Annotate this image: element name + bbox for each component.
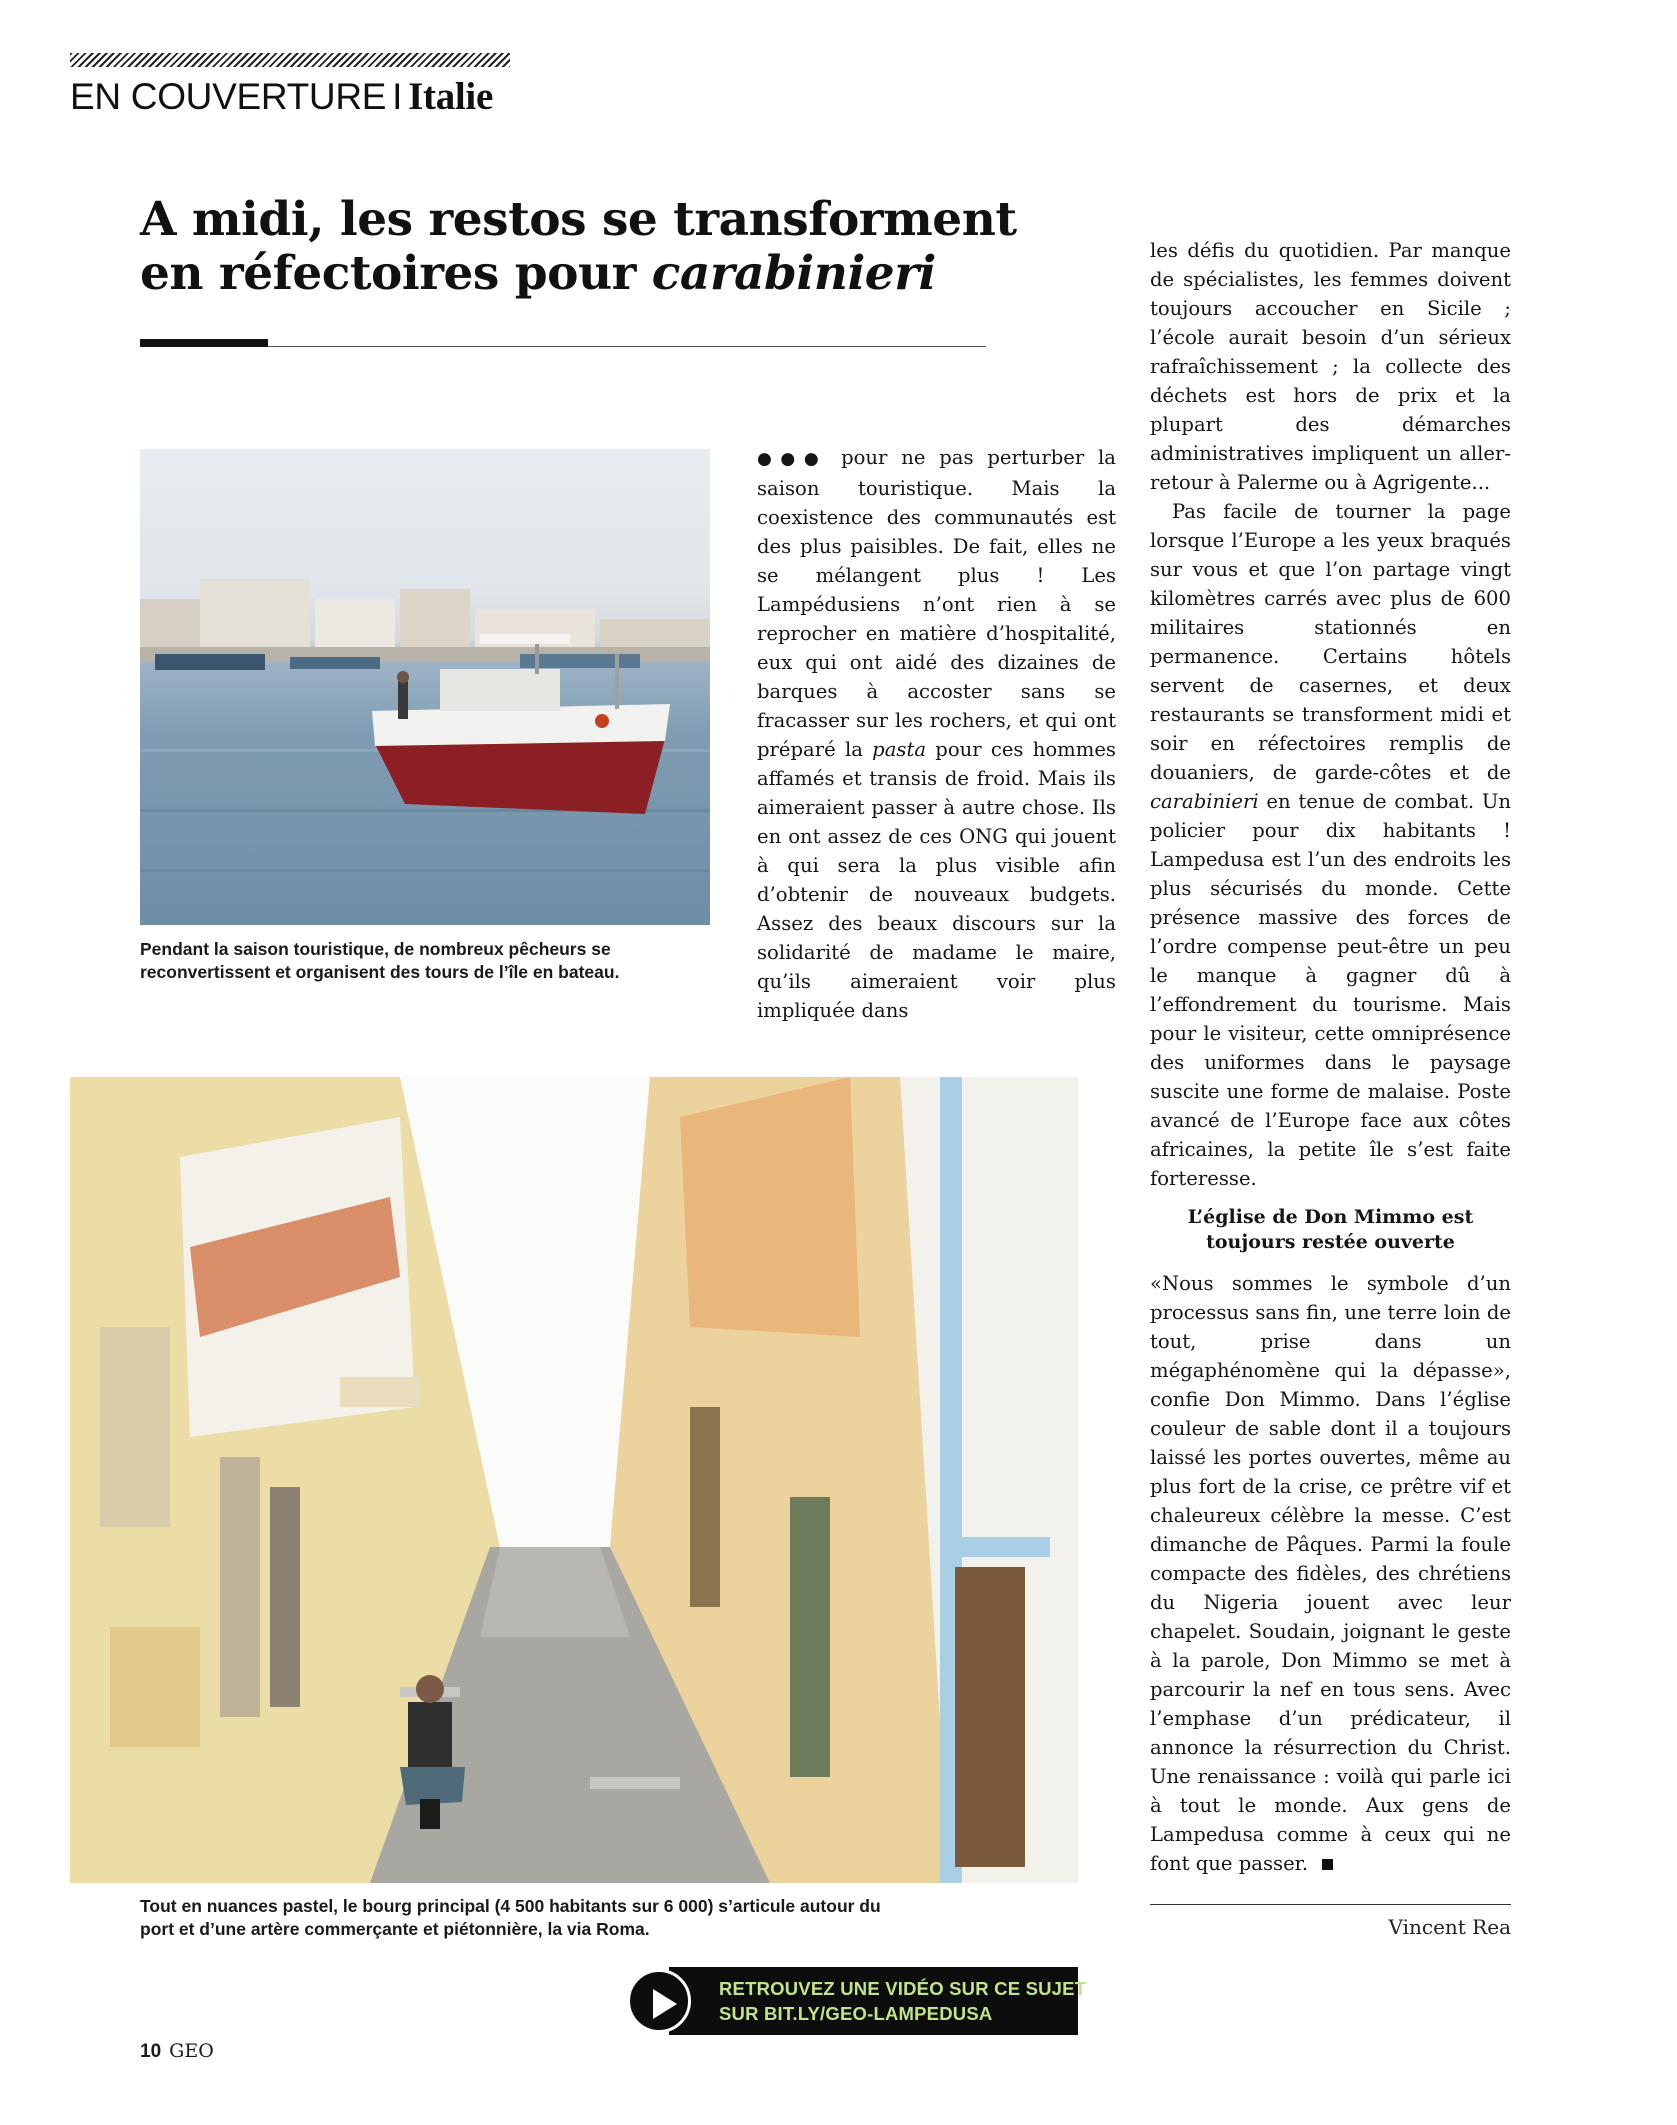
- harbor-illustration: [140, 449, 710, 925]
- photo-street-scooter: [70, 1077, 1078, 1883]
- page-folio: [140, 2040, 214, 2063]
- video-banner-link[interactable]: SUR BIT.LY/GEO-LAMPEDUSA: [719, 2003, 993, 2024]
- section-topic: Italie: [408, 75, 493, 118]
- headline-line-2-italic: carabinieri: [651, 246, 936, 301]
- continuation-dots: ●●●: [757, 449, 828, 469]
- author-rule: [1150, 1904, 1511, 1905]
- headline: [140, 193, 1020, 301]
- street-illustration: [70, 1077, 1078, 1883]
- paragraph-2-text-a: Pas facile de tourner la page lorsque l’Europe a les yeux braqués sur vous et que l’on partage vingt kilomètres carrés avec plus de 600 militaires stationnés en permanence. Certains hôtels servent de casernes, et deux restaurants se transforment midi et soir en réfectoires remplis de douaniers, de garde-côtes et de: [1150, 500, 1511, 784]
- photo-harbor-boat: [140, 449, 710, 925]
- play-triangle-icon: [653, 1989, 677, 2019]
- play-icon[interactable]: [627, 1969, 691, 2033]
- headline-line-2: [140, 247, 1020, 301]
- paragraph-continuation: [757, 443, 1116, 1025]
- paragraph-3: [1150, 1269, 1511, 1878]
- mid-text-a: pour ne pas perturber la saison touristique. Mais la coexistence des communautés est des plus paisibles. De fait, elles ne se mélangent plus ! Les Lampédusiens n’ont rien à se reprocher en matière d’hospitalité, eux qui ont aidé des dizaines de barques à accoster sans se fracasser sur les rochers, et qui ont préparé la: [757, 446, 1116, 761]
- photo-1-caption: Pendant la saison touristique, de nombreux pêcheurs se reconvertissent et organisent des tours de l’île en bateau.: [140, 939, 620, 982]
- video-banner[interactable]: [627, 1967, 1087, 2035]
- photo-2-caption: Tout en nuances pastel, le bourg principal (4 500 habitants sur 6 000) s’articule autour du port et d’une artère commerçante et piétonnière, la via Roma.: [140, 1896, 881, 1939]
- headline-line-2-prefix: en réfectoires pour: [140, 246, 652, 301]
- headline-rule-thin: [268, 346, 986, 347]
- section-label: EN COUVERTURE: [70, 76, 387, 117]
- section-separator: I: [392, 76, 403, 117]
- article-column-right: [1150, 236, 1511, 1878]
- subheading: L’église de Don Mimmo est toujours restée ouverte: [1187, 1206, 1474, 1253]
- page-number: 10: [140, 2041, 162, 2062]
- mid-text-b: pour ces hommes affamés et transis de froid. Mais ils aimeraient passer à autre chose. Ils en ont assez de ces ONG qui jouent à qui sera la plus visible afin d’obtenir de nouveaux budgets. Assez des beaux discours sur la solidarité de madame le maire, qu’ils aimeraient voir plus impliquée dans: [757, 738, 1116, 1022]
- paragraph-2-text-b: en tenue de combat. Un policier pour dix habitants ! Lampedusa est l’un des endroits les plus sécurisés du monde. Cette présence massive des forces de l’ordre compense peut-être un peu le manque à gagner dû à l’effondrement du tourisme. Mais pour le visiteur, cette omniprésence des uniformes dans le paysage suscite une forme de malaise. Poste avancé de l’Europe face aux côtes africaines, la petite île s’est faite forteresse.: [1150, 790, 1511, 1190]
- paragraph-3-text: «Nous sommes le symbole d’un processus sans fin, une terre loin de tout, prise dans un mégaphénomène qui la dépasse», confie Don Mimmo. Dans l’église couleur de sable dont il a toujours laissé les portes ouvertes, même au plus fort de la crise, ce prêtre vif et chaleureux célèbre la messe. C’est dimanche de Pâques. Parmi la foule compacte des fidèles, des chrétiens du Nigeria jouent avec leur chapelet. Soudain, joignant le geste à la parole, Don Mimmo se met à parcourir la nef en tous sens. Avec l’emphase d’un prédicateur, il annonce la résurrection du Christ. Une renaissance : voilà qui parle ici à tout le monde. Aux gens de Lampedusa comme à ceux qui ne font que passer.: [1150, 1272, 1511, 1875]
- end-of-article-square-icon: [1322, 1859, 1333, 1870]
- paragraph-2: [1150, 497, 1511, 1193]
- video-banner-line-1: RETROUVEZ UNE VIDÉO SUR CE SUJET: [719, 1978, 1087, 1999]
- magazine-name: GEO: [169, 2040, 214, 2062]
- headline-line-1: A midi, les restos se transforment: [140, 192, 1017, 247]
- paragraph-1: les défis du quotidien. Par manque de spécialistes, les femmes doivent toujours accoucher en Sicile ; l’école aurait besoin d’un sérieux rafraîchissement ; la collecte des déchets est hors de prix et la plupart des démarches administratives impliquent un aller-retour à Palerme ou à Agrigente...: [1150, 239, 1511, 494]
- headline-rule-thick: [140, 339, 268, 347]
- mid-italic-word: pasta: [872, 738, 927, 761]
- author-credit: Vincent Rea: [1388, 1915, 1511, 1939]
- header-hatch-bar: [70, 53, 510, 67]
- article-column-middle: [757, 443, 1116, 1025]
- section-header: [70, 74, 493, 119]
- paragraph-2-italic: carabinieri: [1150, 790, 1259, 813]
- video-banner-text[interactable]: [719, 1976, 1086, 2026]
